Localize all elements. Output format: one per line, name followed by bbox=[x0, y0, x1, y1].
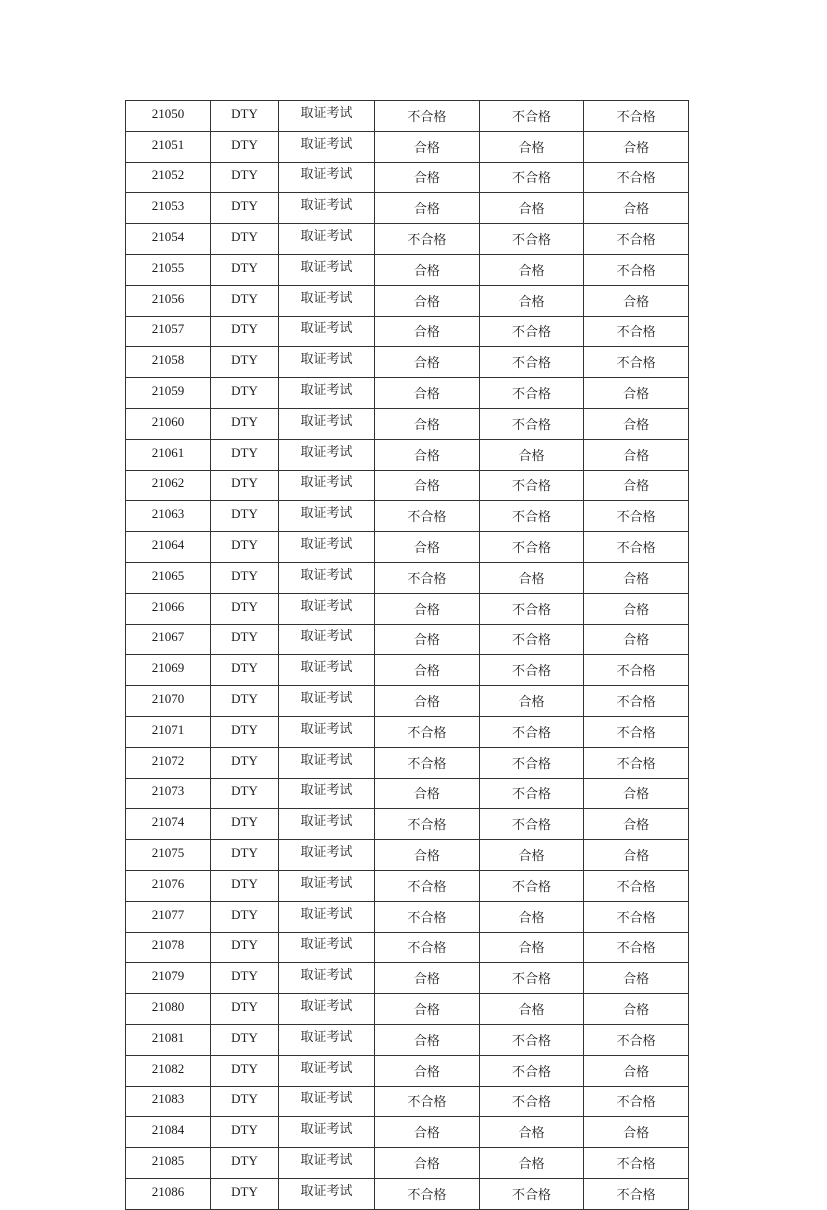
result-3-cell: 不合格 bbox=[584, 162, 689, 193]
exam-type-cell: 取证考试 bbox=[279, 994, 375, 1025]
table-row bbox=[126, 870, 689, 901]
exam-type-cell: 取证考试 bbox=[279, 224, 375, 255]
candidate-id-cell: 21076 bbox=[126, 870, 211, 901]
result-2-cell: 不合格 bbox=[479, 378, 584, 409]
category-cell: DTY bbox=[211, 840, 279, 871]
table-row bbox=[126, 994, 689, 1025]
candidate-id-cell: 21079 bbox=[126, 963, 211, 994]
table-row bbox=[126, 224, 689, 255]
result-2-cell: 合格 bbox=[479, 686, 584, 717]
exam-type-cell: 取证考试 bbox=[279, 408, 375, 439]
exam-type-cell: 取证考试 bbox=[279, 193, 375, 224]
result-1-cell: 合格 bbox=[375, 1024, 480, 1055]
exam-type-cell: 取证考试 bbox=[279, 747, 375, 778]
candidate-id-cell: 21077 bbox=[126, 901, 211, 932]
exam-type-cell: 取证考试 bbox=[279, 470, 375, 501]
candidate-id-cell: 21082 bbox=[126, 1055, 211, 1086]
table-row bbox=[126, 162, 689, 193]
exam-type-cell: 取证考试 bbox=[279, 593, 375, 624]
result-2-cell: 不合格 bbox=[479, 470, 584, 501]
candidate-id-cell: 21057 bbox=[126, 316, 211, 347]
table-row bbox=[126, 439, 689, 470]
table-row bbox=[126, 1055, 689, 1086]
result-3-cell: 合格 bbox=[584, 285, 689, 316]
exam-type-cell: 取证考试 bbox=[279, 870, 375, 901]
exam-type-cell: 取证考试 bbox=[279, 778, 375, 809]
result-2-cell: 合格 bbox=[479, 901, 584, 932]
result-1-cell: 不合格 bbox=[375, 747, 480, 778]
category-cell: DTY bbox=[211, 624, 279, 655]
category-cell: DTY bbox=[211, 193, 279, 224]
candidate-id-cell: 21072 bbox=[126, 747, 211, 778]
exam-type-cell: 取证考试 bbox=[279, 655, 375, 686]
result-3-cell: 不合格 bbox=[584, 316, 689, 347]
result-1-cell: 合格 bbox=[375, 470, 480, 501]
table-row bbox=[126, 778, 689, 809]
exam-type-cell: 取证考试 bbox=[279, 1148, 375, 1179]
category-cell: DTY bbox=[211, 1117, 279, 1148]
candidate-id-cell: 21052 bbox=[126, 162, 211, 193]
exam-results-table-body bbox=[126, 101, 689, 1210]
result-3-cell: 合格 bbox=[584, 1117, 689, 1148]
candidate-id-cell: 21064 bbox=[126, 532, 211, 563]
category-cell: DTY bbox=[211, 1148, 279, 1179]
result-1-cell: 合格 bbox=[375, 347, 480, 378]
result-3-cell: 不合格 bbox=[584, 1178, 689, 1209]
category-cell: DTY bbox=[211, 1024, 279, 1055]
exam-type-cell: 取证考试 bbox=[279, 1024, 375, 1055]
category-cell: DTY bbox=[211, 901, 279, 932]
category-cell: DTY bbox=[211, 686, 279, 717]
result-1-cell: 合格 bbox=[375, 655, 480, 686]
result-2-cell: 不合格 bbox=[479, 224, 584, 255]
candidate-id-cell: 21070 bbox=[126, 686, 211, 717]
result-3-cell: 合格 bbox=[584, 1055, 689, 1086]
candidate-id-cell: 21054 bbox=[126, 224, 211, 255]
table-row bbox=[126, 1148, 689, 1179]
candidate-id-cell: 21066 bbox=[126, 593, 211, 624]
exam-type-cell: 取证考试 bbox=[279, 162, 375, 193]
category-cell: DTY bbox=[211, 162, 279, 193]
result-2-cell: 合格 bbox=[479, 994, 584, 1025]
candidate-id-cell: 21080 bbox=[126, 994, 211, 1025]
exam-type-cell: 取证考试 bbox=[279, 809, 375, 840]
exam-type-cell: 取证考试 bbox=[279, 1178, 375, 1209]
table-row bbox=[126, 131, 689, 162]
result-3-cell: 不合格 bbox=[584, 932, 689, 963]
category-cell: DTY bbox=[211, 747, 279, 778]
result-1-cell: 合格 bbox=[375, 162, 480, 193]
candidate-id-cell: 21075 bbox=[126, 840, 211, 871]
exam-type-cell: 取证考试 bbox=[279, 439, 375, 470]
result-3-cell: 不合格 bbox=[584, 501, 689, 532]
candidate-id-cell: 21050 bbox=[126, 101, 211, 132]
category-cell: DTY bbox=[211, 501, 279, 532]
table-row bbox=[126, 716, 689, 747]
exam-type-cell: 取证考试 bbox=[279, 1086, 375, 1117]
result-3-cell: 合格 bbox=[584, 994, 689, 1025]
exam-type-cell: 取证考试 bbox=[279, 1055, 375, 1086]
category-cell: DTY bbox=[211, 1086, 279, 1117]
result-2-cell: 不合格 bbox=[479, 1086, 584, 1117]
result-1-cell: 合格 bbox=[375, 963, 480, 994]
result-2-cell: 不合格 bbox=[479, 532, 584, 563]
table-row bbox=[126, 901, 689, 932]
result-2-cell: 不合格 bbox=[479, 963, 584, 994]
result-1-cell: 合格 bbox=[375, 593, 480, 624]
exam-results-table bbox=[125, 100, 689, 1210]
result-2-cell: 不合格 bbox=[479, 778, 584, 809]
table-row bbox=[126, 963, 689, 994]
candidate-id-cell: 21056 bbox=[126, 285, 211, 316]
result-1-cell: 合格 bbox=[375, 532, 480, 563]
result-1-cell: 合格 bbox=[375, 1117, 480, 1148]
category-cell: DTY bbox=[211, 532, 279, 563]
category-cell: DTY bbox=[211, 131, 279, 162]
result-3-cell: 合格 bbox=[584, 840, 689, 871]
result-3-cell: 不合格 bbox=[584, 254, 689, 285]
exam-type-cell: 取证考试 bbox=[279, 101, 375, 132]
result-3-cell: 不合格 bbox=[584, 347, 689, 378]
result-1-cell: 合格 bbox=[375, 378, 480, 409]
candidate-id-cell: 21073 bbox=[126, 778, 211, 809]
result-1-cell: 合格 bbox=[375, 316, 480, 347]
result-2-cell: 不合格 bbox=[479, 501, 584, 532]
candidate-id-cell: 21061 bbox=[126, 439, 211, 470]
table-row bbox=[126, 1178, 689, 1209]
candidate-id-cell: 21069 bbox=[126, 655, 211, 686]
result-1-cell: 不合格 bbox=[375, 1178, 480, 1209]
exam-type-cell: 取证考试 bbox=[279, 285, 375, 316]
result-2-cell: 合格 bbox=[479, 439, 584, 470]
result-3-cell: 合格 bbox=[584, 809, 689, 840]
exam-type-cell: 取证考试 bbox=[279, 562, 375, 593]
table-row bbox=[126, 101, 689, 132]
result-3-cell: 不合格 bbox=[584, 747, 689, 778]
category-cell: DTY bbox=[211, 378, 279, 409]
result-1-cell: 合格 bbox=[375, 254, 480, 285]
table-row bbox=[126, 193, 689, 224]
result-3-cell: 不合格 bbox=[584, 686, 689, 717]
result-3-cell: 合格 bbox=[584, 408, 689, 439]
exam-type-cell: 取证考试 bbox=[279, 131, 375, 162]
result-3-cell: 合格 bbox=[584, 562, 689, 593]
category-cell: DTY bbox=[211, 347, 279, 378]
result-1-cell: 合格 bbox=[375, 778, 480, 809]
result-2-cell: 合格 bbox=[479, 254, 584, 285]
exam-type-cell: 取证考试 bbox=[279, 686, 375, 717]
result-3-cell: 合格 bbox=[584, 624, 689, 655]
result-1-cell: 不合格 bbox=[375, 932, 480, 963]
result-1-cell: 不合格 bbox=[375, 870, 480, 901]
candidate-id-cell: 21053 bbox=[126, 193, 211, 224]
exam-type-cell: 取证考试 bbox=[279, 716, 375, 747]
result-1-cell: 不合格 bbox=[375, 716, 480, 747]
result-3-cell: 合格 bbox=[584, 378, 689, 409]
table-row bbox=[126, 655, 689, 686]
result-1-cell: 合格 bbox=[375, 686, 480, 717]
result-2-cell: 不合格 bbox=[479, 162, 584, 193]
candidate-id-cell: 21078 bbox=[126, 932, 211, 963]
result-3-cell: 合格 bbox=[584, 470, 689, 501]
candidate-id-cell: 21065 bbox=[126, 562, 211, 593]
result-2-cell: 不合格 bbox=[479, 1024, 584, 1055]
category-cell: DTY bbox=[211, 562, 279, 593]
result-1-cell: 不合格 bbox=[375, 101, 480, 132]
exam-type-cell: 取证考试 bbox=[279, 901, 375, 932]
candidate-id-cell: 21081 bbox=[126, 1024, 211, 1055]
result-2-cell: 合格 bbox=[479, 562, 584, 593]
category-cell: DTY bbox=[211, 870, 279, 901]
result-3-cell: 不合格 bbox=[584, 655, 689, 686]
exam-type-cell: 取证考试 bbox=[279, 1117, 375, 1148]
category-cell: DTY bbox=[211, 963, 279, 994]
result-1-cell: 合格 bbox=[375, 1148, 480, 1179]
table-row bbox=[126, 593, 689, 624]
result-1-cell: 合格 bbox=[375, 408, 480, 439]
candidate-id-cell: 21058 bbox=[126, 347, 211, 378]
exam-type-cell: 取证考试 bbox=[279, 347, 375, 378]
result-3-cell: 合格 bbox=[584, 131, 689, 162]
exam-type-cell: 取证考试 bbox=[279, 532, 375, 563]
candidate-id-cell: 21084 bbox=[126, 1117, 211, 1148]
result-2-cell: 不合格 bbox=[479, 624, 584, 655]
result-3-cell: 不合格 bbox=[584, 716, 689, 747]
category-cell: DTY bbox=[211, 778, 279, 809]
table-row bbox=[126, 347, 689, 378]
result-2-cell: 不合格 bbox=[479, 716, 584, 747]
result-1-cell: 不合格 bbox=[375, 501, 480, 532]
exam-type-cell: 取证考试 bbox=[279, 254, 375, 285]
candidate-id-cell: 21059 bbox=[126, 378, 211, 409]
result-2-cell: 不合格 bbox=[479, 408, 584, 439]
category-cell: DTY bbox=[211, 408, 279, 439]
exam-type-cell: 取证考试 bbox=[279, 840, 375, 871]
candidate-id-cell: 21063 bbox=[126, 501, 211, 532]
result-1-cell: 合格 bbox=[375, 1055, 480, 1086]
category-cell: DTY bbox=[211, 716, 279, 747]
exam-type-cell: 取证考试 bbox=[279, 501, 375, 532]
result-3-cell: 合格 bbox=[584, 963, 689, 994]
result-1-cell: 合格 bbox=[375, 193, 480, 224]
result-3-cell: 不合格 bbox=[584, 101, 689, 132]
exam-type-cell: 取证考试 bbox=[279, 963, 375, 994]
result-3-cell: 不合格 bbox=[584, 1024, 689, 1055]
table-row bbox=[126, 470, 689, 501]
result-2-cell: 合格 bbox=[479, 131, 584, 162]
result-3-cell: 不合格 bbox=[584, 870, 689, 901]
result-2-cell: 合格 bbox=[479, 1117, 584, 1148]
category-cell: DTY bbox=[211, 470, 279, 501]
table-row bbox=[126, 1024, 689, 1055]
result-3-cell: 不合格 bbox=[584, 1148, 689, 1179]
category-cell: DTY bbox=[211, 809, 279, 840]
result-2-cell: 不合格 bbox=[479, 1178, 584, 1209]
category-cell: DTY bbox=[211, 224, 279, 255]
result-2-cell: 不合格 bbox=[479, 1055, 584, 1086]
result-2-cell: 合格 bbox=[479, 285, 584, 316]
result-3-cell: 合格 bbox=[584, 193, 689, 224]
table-row bbox=[126, 501, 689, 532]
result-2-cell: 不合格 bbox=[479, 316, 584, 347]
result-3-cell: 合格 bbox=[584, 593, 689, 624]
category-cell: DTY bbox=[211, 1178, 279, 1209]
table-row bbox=[126, 840, 689, 871]
table-row bbox=[126, 1086, 689, 1117]
exam-type-cell: 取证考试 bbox=[279, 624, 375, 655]
table-row bbox=[126, 378, 689, 409]
candidate-id-cell: 21074 bbox=[126, 809, 211, 840]
result-2-cell: 合格 bbox=[479, 193, 584, 224]
category-cell: DTY bbox=[211, 994, 279, 1025]
candidate-id-cell: 21086 bbox=[126, 1178, 211, 1209]
table-row bbox=[126, 408, 689, 439]
result-1-cell: 不合格 bbox=[375, 809, 480, 840]
table-row bbox=[126, 809, 689, 840]
result-3-cell: 不合格 bbox=[584, 1086, 689, 1117]
category-cell: DTY bbox=[211, 285, 279, 316]
result-1-cell: 不合格 bbox=[375, 224, 480, 255]
table-row bbox=[126, 254, 689, 285]
result-3-cell: 不合格 bbox=[584, 224, 689, 255]
table-row bbox=[126, 1117, 689, 1148]
result-1-cell: 不合格 bbox=[375, 901, 480, 932]
candidate-id-cell: 21062 bbox=[126, 470, 211, 501]
result-2-cell: 不合格 bbox=[479, 101, 584, 132]
table-row bbox=[126, 932, 689, 963]
table-row bbox=[126, 285, 689, 316]
result-2-cell: 不合格 bbox=[479, 347, 584, 378]
result-1-cell: 合格 bbox=[375, 840, 480, 871]
result-1-cell: 合格 bbox=[375, 439, 480, 470]
table-row bbox=[126, 624, 689, 655]
candidate-id-cell: 21051 bbox=[126, 131, 211, 162]
category-cell: DTY bbox=[211, 254, 279, 285]
table-row bbox=[126, 686, 689, 717]
candidate-id-cell: 21083 bbox=[126, 1086, 211, 1117]
result-3-cell: 不合格 bbox=[584, 532, 689, 563]
table-row bbox=[126, 562, 689, 593]
result-1-cell: 合格 bbox=[375, 994, 480, 1025]
exam-type-cell: 取证考试 bbox=[279, 316, 375, 347]
result-2-cell: 不合格 bbox=[479, 809, 584, 840]
result-3-cell: 合格 bbox=[584, 778, 689, 809]
result-2-cell: 合格 bbox=[479, 840, 584, 871]
exam-type-cell: 取证考试 bbox=[279, 932, 375, 963]
result-3-cell: 不合格 bbox=[584, 901, 689, 932]
candidate-id-cell: 21060 bbox=[126, 408, 211, 439]
result-1-cell: 不合格 bbox=[375, 562, 480, 593]
category-cell: DTY bbox=[211, 1055, 279, 1086]
category-cell: DTY bbox=[211, 655, 279, 686]
candidate-id-cell: 21067 bbox=[126, 624, 211, 655]
candidate-id-cell: 21085 bbox=[126, 1148, 211, 1179]
category-cell: DTY bbox=[211, 316, 279, 347]
result-2-cell: 不合格 bbox=[479, 870, 584, 901]
result-2-cell: 合格 bbox=[479, 1148, 584, 1179]
result-2-cell: 合格 bbox=[479, 932, 584, 963]
result-1-cell: 不合格 bbox=[375, 1086, 480, 1117]
category-cell: DTY bbox=[211, 932, 279, 963]
exam-type-cell: 取证考试 bbox=[279, 378, 375, 409]
candidate-id-cell: 21071 bbox=[126, 716, 211, 747]
result-2-cell: 不合格 bbox=[479, 747, 584, 778]
result-3-cell: 合格 bbox=[584, 439, 689, 470]
category-cell: DTY bbox=[211, 101, 279, 132]
result-2-cell: 不合格 bbox=[479, 655, 584, 686]
category-cell: DTY bbox=[211, 439, 279, 470]
candidate-id-cell: 21055 bbox=[126, 254, 211, 285]
table-row bbox=[126, 532, 689, 563]
result-1-cell: 合格 bbox=[375, 131, 480, 162]
result-1-cell: 合格 bbox=[375, 624, 480, 655]
table-row bbox=[126, 747, 689, 778]
table-row bbox=[126, 316, 689, 347]
category-cell: DTY bbox=[211, 593, 279, 624]
result-2-cell: 不合格 bbox=[479, 593, 584, 624]
result-1-cell: 合格 bbox=[375, 285, 480, 316]
